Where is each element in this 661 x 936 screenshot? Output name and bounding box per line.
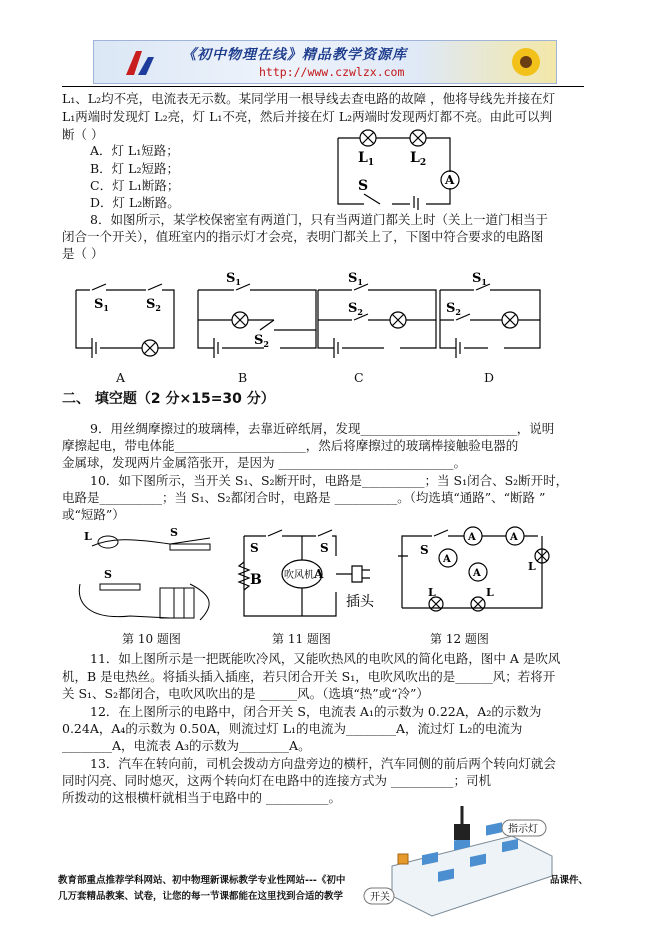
svg-text:S: S bbox=[250, 541, 259, 555]
q13-line1: 13．汽车在转向前，司机会拨动方向盘旁边的横杆，汽车同侧的前后两个转向灯就会 bbox=[90, 756, 556, 771]
fig10-drawing bbox=[70, 524, 238, 630]
svg-text:S: S bbox=[320, 541, 329, 555]
svg-text:S: S bbox=[420, 543, 429, 557]
q7-line3: 断（ ） bbox=[62, 127, 104, 142]
q7-option-d: D．灯 L₂断路。 bbox=[90, 195, 180, 210]
sunflower-icon bbox=[498, 43, 554, 81]
q11-line2: 机，B 是电热丝。将插头插入插座，若只闭合开关 S₁，电吹风吹出的是______风；若将开 bbox=[62, 669, 556, 684]
svg-text:L: L bbox=[84, 530, 92, 543]
fig11-caption: 第 11 题图 bbox=[272, 632, 331, 646]
fig12-caption: 第 12 题图 bbox=[430, 632, 489, 646]
q10-line2: 电路是__________；当 S₁、S₂都闭合时，电路是 __________。（均选填“通路”、“断路 ” bbox=[62, 490, 546, 505]
q7-option-c: C．灯 L₁断路； bbox=[90, 178, 180, 193]
svg-text:S1: $S_1$ bbox=[94, 297, 109, 313]
q8-circuits-figure bbox=[70, 268, 560, 368]
footer-line2: 几万套精品教案、试卷，让您的每一节课都能在这里找到合适的教学 bbox=[58, 891, 344, 902]
switch-label: 开关 bbox=[370, 892, 390, 903]
q7-switch-label: S bbox=[358, 178, 369, 194]
q7-l1-label: $L_1$ bbox=[358, 150, 375, 168]
q11-line3: 关 S₁、S₂都闭合，电吹风吹出的是 ______风。（选填“热”或“冷”） bbox=[62, 686, 429, 701]
section-title: 二、 填空题（2 分×15=30 分） bbox=[62, 391, 275, 407]
q9-line2: 摩擦起电，带电体能_____________________，然后将摩擦过的玻璃棒接触验电器的 bbox=[62, 438, 519, 453]
q7-line2: L₁两端时发现灯 L₂亮，灯 L₁不亮，然后并接在灯 L₂两端时发现两灯都不亮。由此可以判 bbox=[62, 109, 553, 124]
q11-line1: 11．如上图所示是一把既能吹冷风，又能吹热风的电吹风的简化电路，图中 A 是吹风 bbox=[90, 651, 561, 666]
q10-line1: 10．如下图所示，当开关 S₁、S₂断开时，电路是__________；当 S₁闭合、S₂断开时， bbox=[90, 473, 569, 488]
svg-text:S: S bbox=[104, 568, 112, 581]
q8-line3: 是（ ） bbox=[62, 246, 104, 261]
fig12-ammeter-circuit bbox=[392, 526, 562, 626]
fig10-caption: 第 10 题图 bbox=[122, 632, 181, 646]
q7-option-a: A．灯 L₁短路； bbox=[90, 143, 179, 158]
q10-line3: 或“短路”） bbox=[62, 507, 125, 522]
q7-circuit-figure bbox=[330, 128, 460, 210]
svg-text:插头: 插头 bbox=[346, 594, 374, 610]
banner-url[interactable]: http://www.czwlzx.com bbox=[259, 65, 405, 79]
q13-line3: 所拨动的这根横杆就相当于电路中的 __________。 bbox=[62, 790, 341, 805]
svg-text:L: L bbox=[486, 586, 494, 599]
q13-line2: 同时闪亮、同时熄灭，这两个转向灯在电路中的连接方式为 __________；司机 bbox=[62, 773, 491, 788]
indicator-label: 指示灯 bbox=[508, 824, 538, 835]
q8-line2: 闭合一个开关），值班室内的指示灯才会亮，表明门都关上了，下图中符合要求的电路图 bbox=[62, 229, 544, 244]
svg-text:B: B bbox=[250, 572, 262, 588]
q7-ammeter-label: A bbox=[445, 173, 455, 187]
svg-text:A: A bbox=[473, 568, 481, 579]
q12-line2: 0.24A，A₄的示数为 0.50A，则流过灯 L₁的电流为________A，流过灯 L₂的电流为 bbox=[62, 721, 523, 736]
svg-text:S1: $S_1$ bbox=[226, 271, 241, 287]
q9-line3: 金属球，发现两片金属箔张开，是因为 ____________________________。 bbox=[62, 455, 466, 470]
footer-line1: 教育部重点推荐学科网站、初中物理新课标教学专业性网站---《初中 bbox=[58, 875, 346, 886]
svg-text:S2: $S_2$ bbox=[146, 297, 161, 313]
q9-line1: 9．用丝绸摩擦过的玻璃棒，去靠近碎纸屑，发现_________________________，说明 bbox=[90, 421, 555, 436]
svg-text:S2: $S_2$ bbox=[446, 301, 461, 317]
fig11-hairdryer-circuit bbox=[236, 526, 386, 626]
svg-text:S: S bbox=[170, 526, 178, 539]
svg-text:L: L bbox=[428, 586, 436, 599]
svg-text:A: A bbox=[468, 532, 476, 543]
q7-option-b: B．灯 L₂短路； bbox=[90, 161, 179, 176]
svg-text:吹风机: 吹风机 bbox=[284, 570, 314, 581]
q8-option-c: C bbox=[354, 370, 364, 385]
q7-l2-label: $L_2$ bbox=[410, 150, 427, 168]
header-banner bbox=[93, 40, 557, 84]
banner-title: 《初中物理在线》精品教学资源库 bbox=[182, 47, 407, 63]
svg-text:A: A bbox=[314, 567, 324, 581]
footer-line1-right: 品课件、 bbox=[550, 875, 589, 886]
q12-line3: ________A，电流表 A₃的示数为________A。 bbox=[62, 738, 311, 753]
svg-text:S2: $S_2$ bbox=[348, 301, 363, 317]
q8-option-d: D bbox=[484, 370, 495, 385]
header-rule bbox=[62, 86, 584, 87]
svg-text:A: A bbox=[443, 554, 451, 565]
q8-option-b: B bbox=[238, 370, 248, 385]
power-strip-image bbox=[362, 806, 562, 932]
svg-text:S1: $S_1$ bbox=[472, 271, 487, 287]
q12-line1: 12．在上图所示的电路中，闭合开关 S，电流表 A₁的示数为 0.22A，A₂的示数为 bbox=[90, 704, 542, 719]
q7-line1: L₁、L₂均不亮，电流表无示数。某同学用一根导线去查电路的故障 ，他将导线先并接在灯 bbox=[62, 91, 556, 106]
svg-text:A: A bbox=[510, 532, 518, 543]
svg-text:S2: $S_2$ bbox=[254, 333, 269, 349]
q8-option-a: A bbox=[116, 370, 126, 385]
svg-text:S1: $S_1$ bbox=[348, 271, 363, 287]
q8-line1: 8．如图所示，某学校保密室有两道门，只有当两道门都关上时（关上一道门相当于 bbox=[90, 212, 548, 227]
site-logo-icon bbox=[122, 47, 162, 79]
svg-text:L: L bbox=[528, 560, 536, 573]
